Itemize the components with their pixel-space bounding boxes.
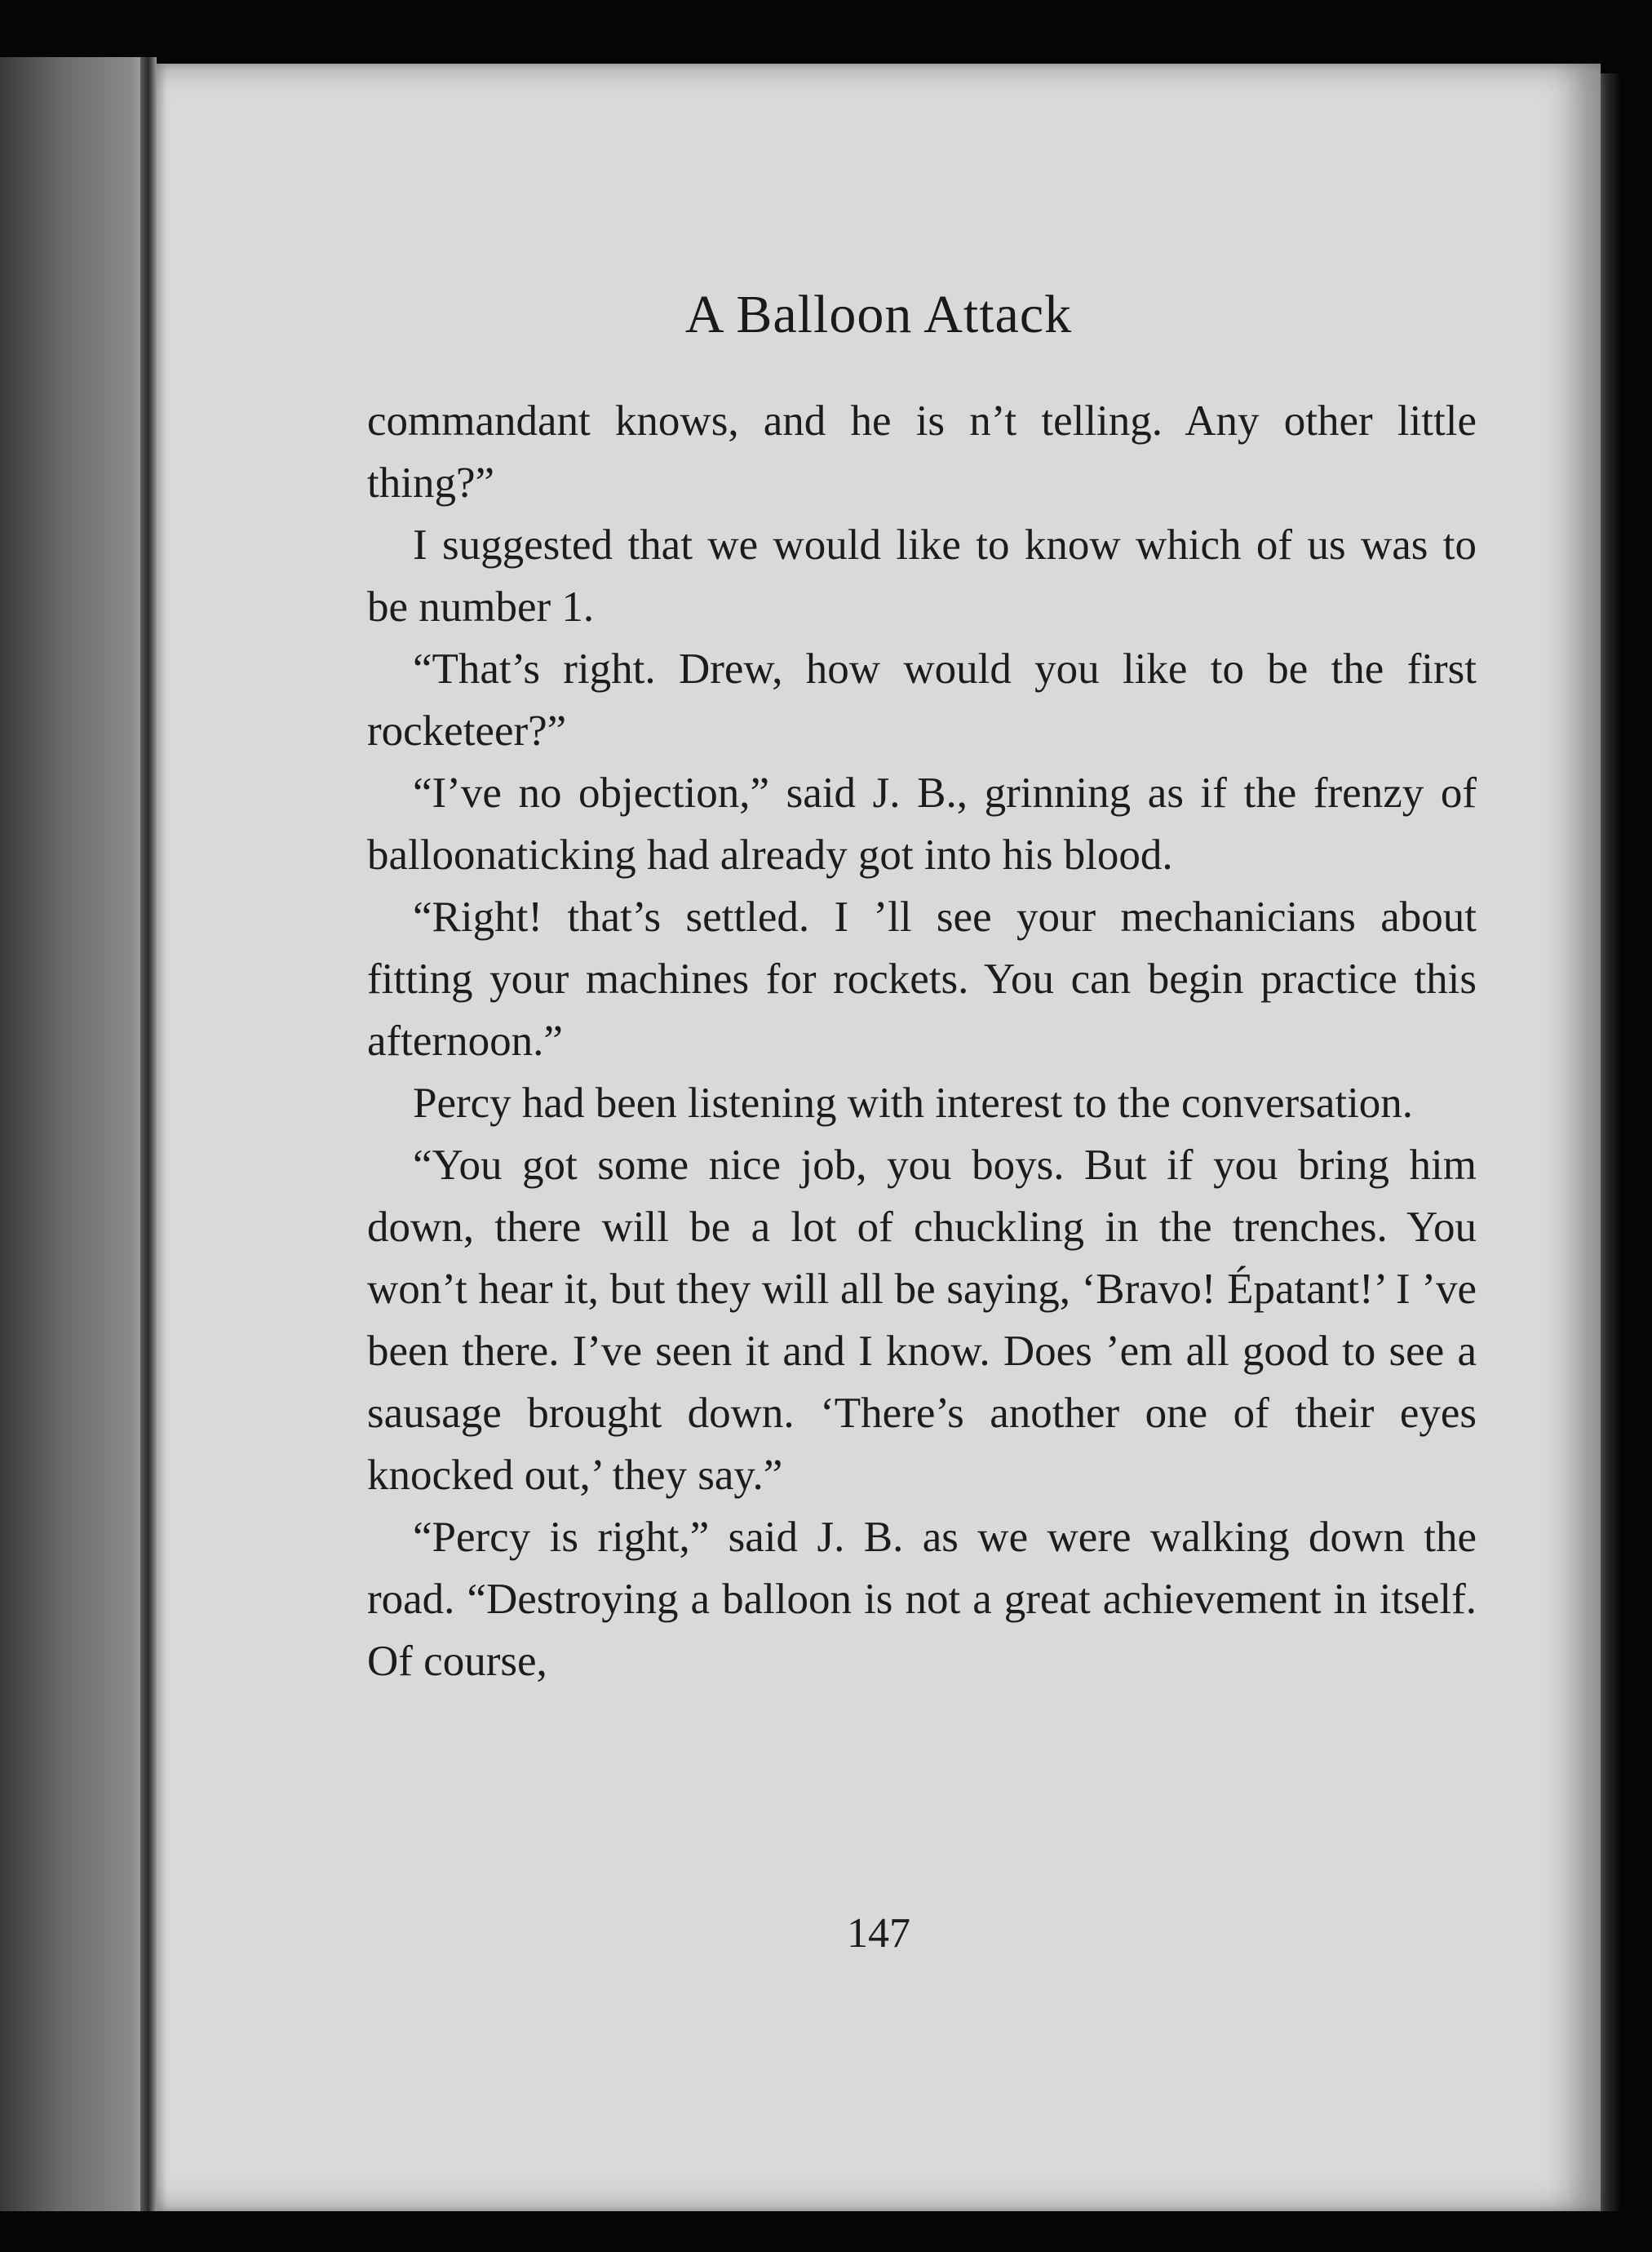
book-gutter [140,57,157,2211]
paragraph: “I’ve no objection,” said J. B., grinning as if the frenzy of balloonaticking had already got into his blood. [367,769,1477,879]
paragraph: commandant knows, and he is n’t telling. Any other little thing?” [367,397,1477,507]
paragraph: Percy had been listening with interest to the conversation. [413,1079,1414,1127]
book-page [157,64,1601,2211]
page-number: 147 [847,1910,910,1957]
paragraph: “You got some nice job, you boys. But if you bring him down, there will be a lot of chuckling in the trenches. You won’t hear it, but they will all be saying, ‘Bravo! Épatant!’ I ’ve been there. I’ve seen it and I know. Does ’em all good to see a sausage brought down. ‘There’s another one of their eyes knocked out,’ they say.” [367,1142,1477,1499]
body-text [367,390,1477,1692]
paragraph: “That’s right. Drew, how would you like to be the first rocketeer?” [367,645,1477,755]
paragraph: “Percy is right,” said J. B. as we were walking down the road. “Destroying a balloon is not a great achievement in itself. Of course, [367,1514,1477,1685]
running-head: A Balloon Attack [684,285,1073,344]
paragraph: I suggested that we would like to know which of us was to be number 1. [367,521,1477,631]
left-page-edge [0,57,155,2211]
paragraph: “Right! that’s settled. I ’ll see your mechanicians about fitting your machines for rockets. You can begin practice this afternoon.” [367,893,1477,1065]
